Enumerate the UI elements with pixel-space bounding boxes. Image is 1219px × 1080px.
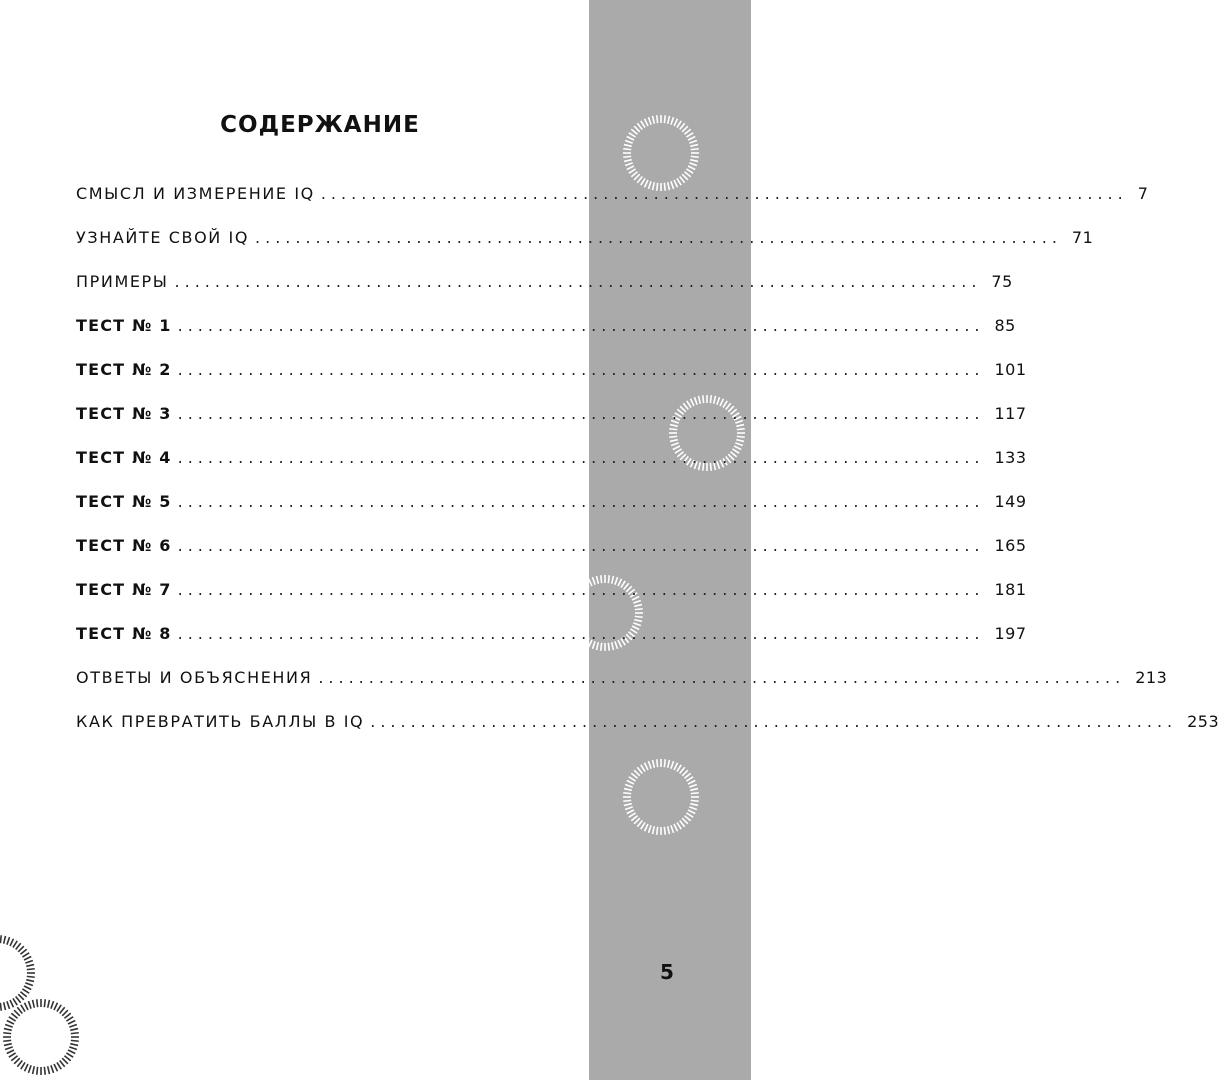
toc-entry bbox=[76, 536, 1027, 580]
toc-entry-title: ТЕСТ № 2 bbox=[76, 360, 172, 379]
decorative-ring-icon bbox=[620, 756, 702, 838]
toc-entry bbox=[76, 668, 1168, 712]
toc-entry bbox=[76, 404, 1027, 448]
toc-entry-page: 197 bbox=[994, 624, 1027, 643]
toc-entry-title: ТЕСТ № 7 bbox=[76, 580, 172, 599]
dot-leader: ................................................................................ bbox=[255, 228, 1062, 247]
dot-leader: ................................................................................ bbox=[177, 316, 985, 335]
dot-leader: ................................................................................ bbox=[320, 184, 1128, 203]
toc-entry-page: 165 bbox=[994, 536, 1027, 555]
toc-entry-title: ТЕСТ № 8 bbox=[76, 624, 172, 643]
toc-entry-title: ОТВЕТЫ И ОБЪЯСНЕНИЯ bbox=[76, 668, 313, 687]
toc-entry-title: ТЕСТ № 5 bbox=[76, 492, 172, 511]
dot-leader: ................................................................................ bbox=[318, 668, 1126, 687]
toc-entry bbox=[76, 228, 1094, 272]
toc-entry-page: 7 bbox=[1137, 184, 1149, 203]
toc-entry bbox=[76, 580, 1027, 624]
toc-entry-page: 253 bbox=[1187, 712, 1219, 731]
dot-leader: ................................................................................ bbox=[177, 404, 985, 423]
dot-leader: ................................................................................ bbox=[177, 492, 985, 511]
toc-entry-title: ТЕСТ № 6 bbox=[76, 536, 172, 555]
toc-entry-title: ТЕСТ № 4 bbox=[76, 448, 172, 467]
toc-entry bbox=[76, 712, 1219, 756]
dot-leader: ................................................................................ bbox=[177, 360, 985, 379]
toc-entry bbox=[76, 316, 1016, 360]
toc-entry bbox=[76, 360, 1027, 404]
toc-entry-title: ТЕСТ № 1 bbox=[76, 316, 172, 335]
toc-entry bbox=[76, 492, 1027, 536]
dot-leader: ................................................................................ bbox=[177, 624, 985, 643]
table-of-contents bbox=[76, 184, 1219, 756]
toc-entry-title: КАК ПРЕВРАТИТЬ БАЛЛЫ В IQ bbox=[76, 712, 365, 731]
toc-entry bbox=[76, 272, 1013, 316]
toc-entry bbox=[76, 448, 1027, 492]
toc-entry-title: УЗНАЙТЕ СВОЙ IQ bbox=[76, 228, 250, 247]
dot-leader: ................................................................................ bbox=[370, 712, 1178, 731]
toc-entry-page: 101 bbox=[994, 360, 1027, 379]
toc-entry-page: 75 bbox=[991, 272, 1013, 291]
toc-entry-page: 85 bbox=[994, 316, 1016, 335]
toc-entry-title: ПРИМЕРЫ bbox=[76, 272, 169, 291]
toc-entry bbox=[76, 184, 1149, 228]
toc-entry-page: 117 bbox=[994, 404, 1027, 423]
toc-entry-page: 181 bbox=[994, 580, 1027, 599]
dot-leader: ................................................................................ bbox=[177, 536, 985, 555]
dot-leader: ................................................................................ bbox=[174, 272, 982, 291]
toc-entry bbox=[76, 624, 1027, 668]
dot-leader: ................................................................................ bbox=[177, 580, 985, 599]
toc-entry-page: 149 bbox=[994, 492, 1027, 511]
page-title: СОДЕРЖАНИЕ bbox=[220, 112, 420, 138]
toc-entry-page: 213 bbox=[1135, 668, 1168, 687]
page-number: 5 bbox=[660, 960, 674, 984]
toc-entry-page: 71 bbox=[1071, 228, 1094, 247]
toc-entry-title: СМЫСЛ И ИЗМЕРЕНИЕ IQ bbox=[76, 184, 315, 203]
toc-entry-page: 133 bbox=[994, 448, 1027, 467]
dot-leader: ................................................................................ bbox=[177, 448, 985, 467]
toc-entry-title: ТЕСТ № 3 bbox=[76, 404, 172, 423]
decorative-ring-icon bbox=[0, 996, 82, 1078]
